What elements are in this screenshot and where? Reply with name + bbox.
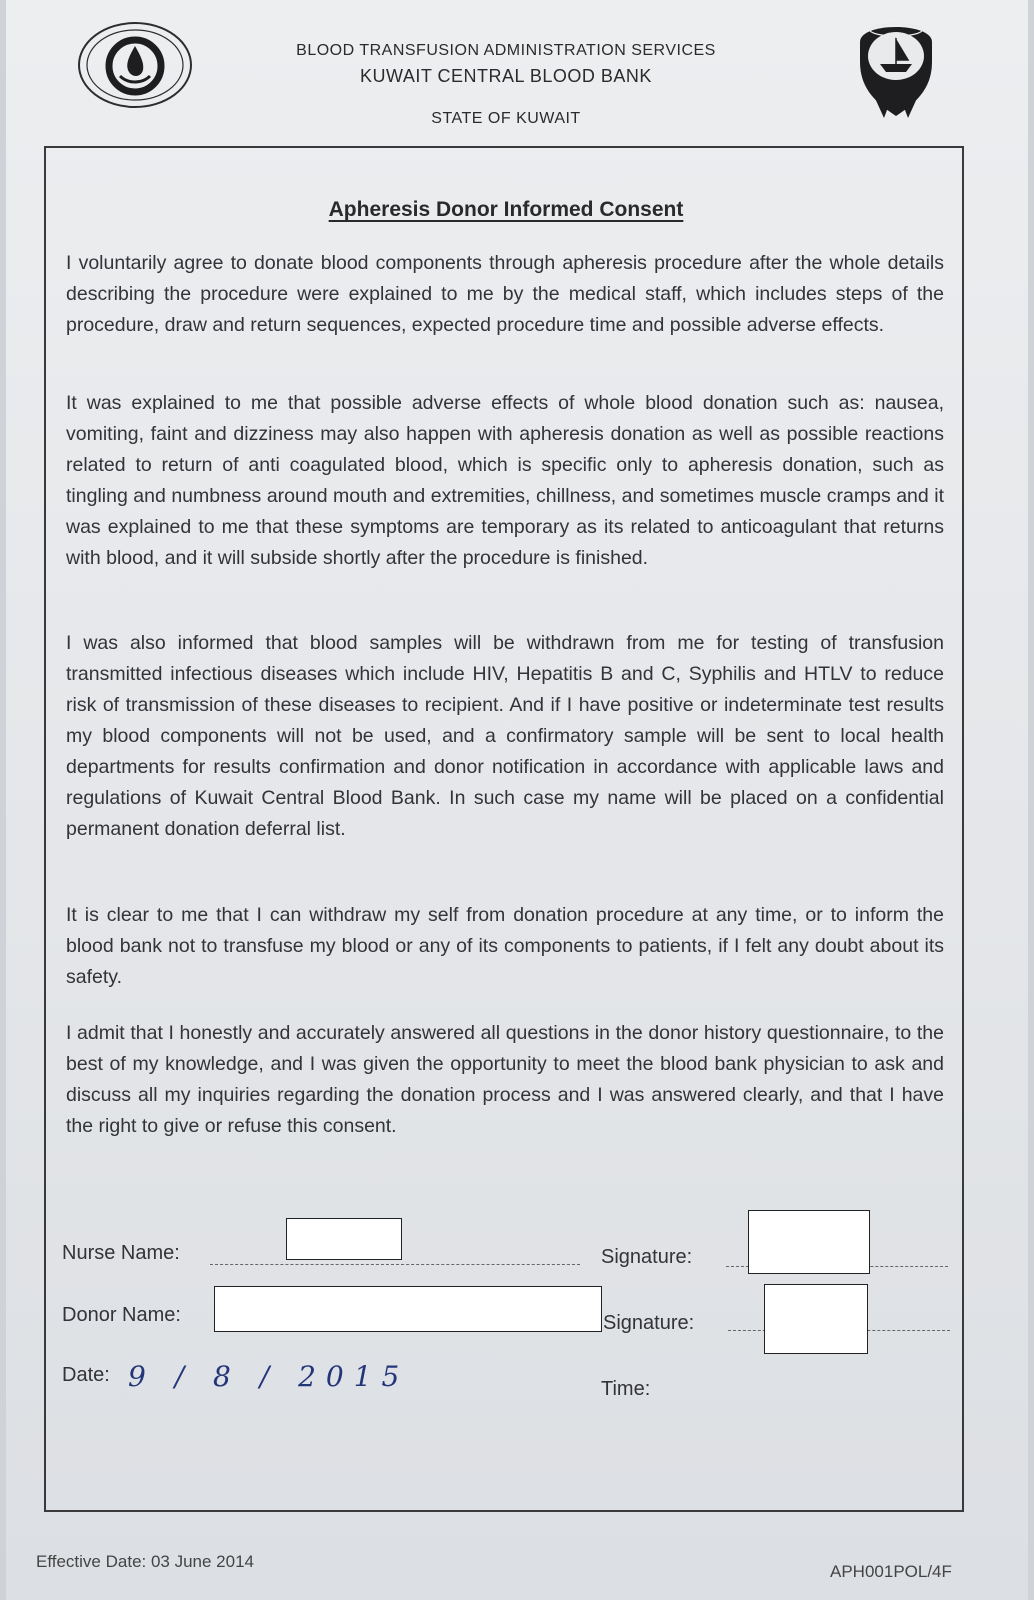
form-title: Apheresis Donor Informed Consent <box>328 198 684 221</box>
consent-paragraph-2: It was explained to me that possible adverse effects of whole blood donation such as: nausea, vomiting, faint and dizziness may also happen with apheresis donation as well as possible reactions related to return of anti coagulated blood, which is specific only to apheresis donation, such as tingling and numbness around mouth and extremities, chillness, and sometimes muscle cramps and it was explained to me that these symptoms are temporary as its related to anticoagulant that returns with blood, and it will subside shortly after the procedure is finished. <box>66 392 944 569</box>
nurse-signature-label: Signature: <box>601 1246 693 1268</box>
time-label: Time: <box>601 1378 651 1400</box>
donor-name-label: Donor Name: <box>62 1304 181 1326</box>
effective-date: Effective Date: 03 June 2014 <box>36 1552 255 1571</box>
consent-paragraph-5: I admit that I honestly and accurately answered all questions in the donor history questionnaire, to the best of my knowledge, and I was given the opportunity to meet the blood bank physician to ask and discuss all my inquiries regarding the donation process and I was answered clearly, and that I have the right to give or refuse this consent. <box>66 1022 944 1137</box>
document-code: APH001POL/4F <box>830 1562 952 1581</box>
consent-form-frame <box>44 146 964 1512</box>
consent-paragraph-4: It is clear to me that I can withdraw my self from donation procedure at any time, or to inform the blood bank not to transfuse my blood or any of its components to patients, if I felt any doubt about its safety. <box>66 904 944 988</box>
nurse-name-redaction <box>286 1218 402 1260</box>
date-label: Date: <box>62 1364 110 1386</box>
header-bank-name: KUWAIT CENTRAL BLOOD BANK <box>360 66 652 86</box>
consent-paragraph-1: I voluntarily agree to donate blood components through apheresis procedure after the whole details describing the procedure were explained to me by the medical staff, which includes steps of the procedure, draw and return sequences, expected procedure time and possible adverse effects. <box>66 252 944 336</box>
donor-name-redaction <box>214 1286 602 1332</box>
handwritten-date: 9 / 8 / 2015 <box>128 1360 410 1393</box>
consent-paragraph-3: I was also informed that blood samples will be withdrawn from me for testing of transfusion transmitted infectious diseases which include HIV, Hepatitis B and C, Syphilis and HTLV to reduce risk of transmission of these diseases to recipient. And if I have positive or indeterminate test results my blood components will not be used, and a confirmatory sample will be sent to local health departments for results confirmation and donor notification in accordance with applicable laws and regulations of Kuwait Central Blood Bank. In such case my name will be placed on a confidential permanent donation deferral list. <box>66 632 944 840</box>
donor-signature-redaction <box>764 1284 868 1354</box>
donor-signature-label: Signature: <box>603 1312 695 1334</box>
kuwait-state-emblem-logo <box>840 12 952 124</box>
header-admin-line: BLOOD TRANSFUSION ADMINISTRATION SERVICES <box>296 42 716 59</box>
nurse-name-line <box>210 1264 580 1265</box>
header-state-line: STATE OF KUWAIT <box>431 110 581 127</box>
document-page <box>6 0 1028 1600</box>
nurse-signature-redaction <box>748 1210 870 1274</box>
nurse-name-label: Nurse Name: <box>62 1242 180 1264</box>
blood-bank-emblem-logo <box>76 20 194 110</box>
